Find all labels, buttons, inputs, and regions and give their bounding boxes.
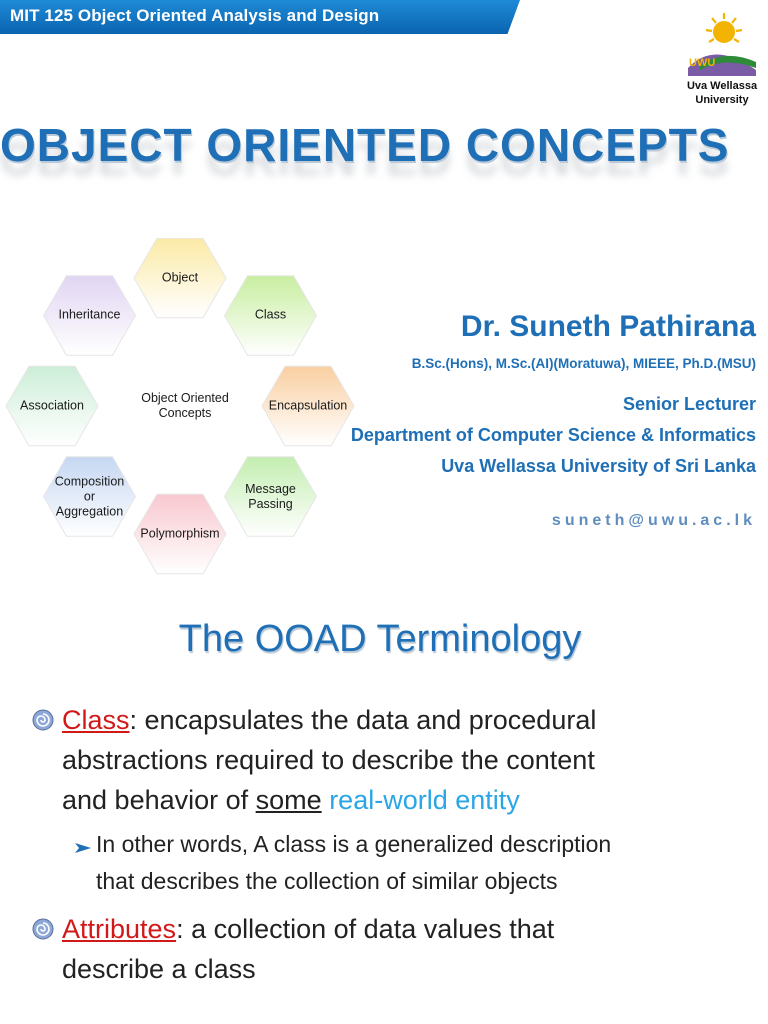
hex-label-inheritance: Inheritance bbox=[58, 307, 121, 322]
presenter-qualifications: B.Sc.(Hons), M.Sc.(AI)(Moratuwa), MIEEE, Ph.D.(MSU) bbox=[411, 356, 756, 371]
sub-bullet-arrow-icon bbox=[74, 841, 92, 855]
university-logo bbox=[684, 10, 760, 114]
attributes-definition bbox=[62, 909, 742, 989]
slide-title: OBJECT ORIENTED CONCEPTS bbox=[0, 119, 730, 171]
attr-line-2: describe a class bbox=[62, 954, 256, 984]
sun-logo-icon bbox=[684, 10, 760, 80]
attr-line-1: Attributes: a collection of data values that bbox=[62, 914, 555, 944]
hex-label-association: Association bbox=[20, 398, 84, 413]
logo-text-line2: University bbox=[695, 94, 749, 106]
bullet-swirl-icon bbox=[32, 918, 54, 940]
diagram-center-label: Object Oriented Concepts bbox=[141, 391, 229, 420]
attributes-term: Attributes bbox=[62, 914, 177, 944]
oo-concepts-diagram bbox=[0, 238, 380, 583]
course-title: MIT 125 Object Oriented Analysis and Design bbox=[10, 6, 380, 25]
hex-label-composition-or-aggregation: Composition or Aggregation bbox=[54, 474, 125, 518]
hex-label-polymorphism: Polymorphism bbox=[140, 526, 220, 541]
class-term: Class bbox=[62, 705, 130, 735]
bullet-swirl-icon bbox=[32, 709, 54, 731]
terminology-title: The OOAD Terminology bbox=[178, 618, 582, 660]
presenter-name: Dr. Suneth Pathirana bbox=[460, 310, 756, 343]
hex-label-class: Class bbox=[254, 307, 287, 322]
class-definition bbox=[62, 700, 742, 820]
logo-text-line1: Uva Wellassa bbox=[686, 80, 758, 92]
hex-label-message-passing: Message Passing bbox=[245, 481, 296, 511]
class-sub-bullet bbox=[96, 826, 746, 900]
presenter-university: Uva Wellassa University of Sri Lanka bbox=[441, 456, 756, 476]
hex-label-encapsulation: Encapsulation bbox=[268, 398, 348, 413]
svg-text:UWU: UWU bbox=[689, 57, 716, 69]
presenter-email: suneth@uwu.ac.lk bbox=[551, 512, 756, 529]
hex-label-object: Object bbox=[161, 270, 199, 285]
class-line-2: abstractions required to describe the content bbox=[62, 745, 595, 775]
presenter-position: Senior Lecturer bbox=[622, 394, 756, 414]
class-line-1: Class: encapsulates the data and procedural bbox=[62, 705, 597, 735]
presenter-department: Department of Computer Science & Informatics bbox=[350, 425, 756, 445]
sub-line-2: that describes the collection of similar objects bbox=[96, 868, 558, 894]
real-world-entity: real-world entity bbox=[329, 785, 520, 815]
terminology-slide bbox=[0, 598, 768, 1024]
class-line-3: and behavior of some real-world entity bbox=[62, 785, 520, 815]
sub-line-1: In other words, A class is a generalized description bbox=[96, 831, 612, 857]
